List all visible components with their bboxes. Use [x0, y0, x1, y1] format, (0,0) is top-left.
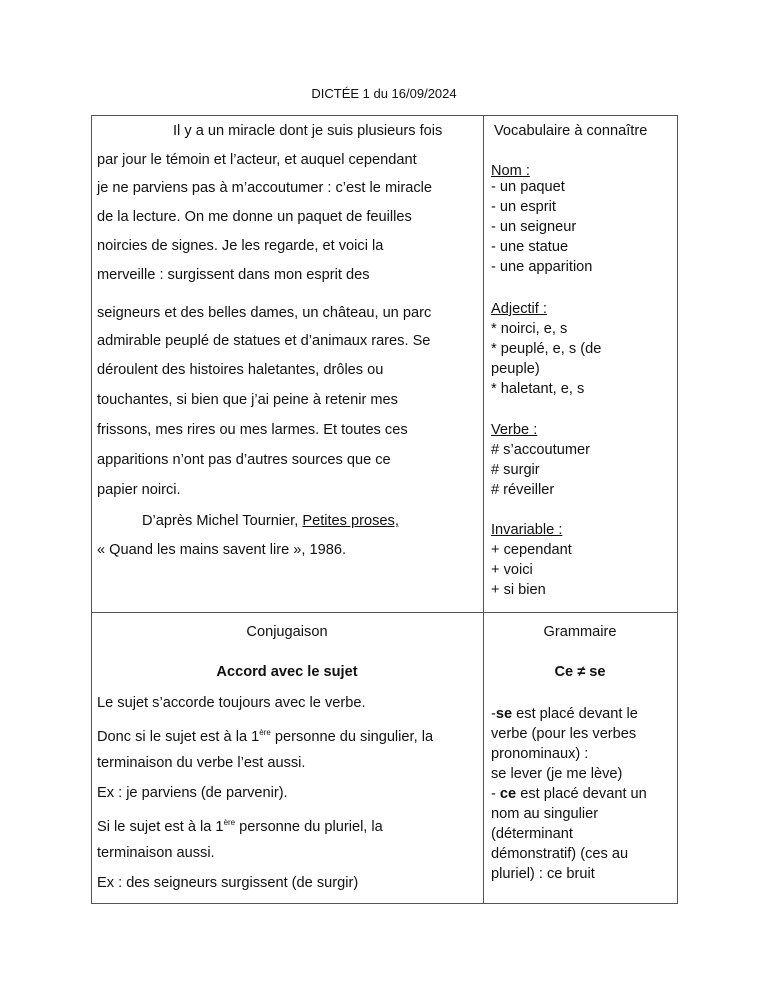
vocab-item: - un paquet [491, 179, 565, 195]
keyword-ce: ce [499, 786, 517, 802]
grammaire-line: se lever (je me lève) [491, 766, 623, 782]
dictation-line: de la lecture. On me donne un paquet de feuilles [97, 209, 412, 225]
grammaire-line [491, 705, 638, 723]
vocab-item: - un seigneur [491, 219, 577, 235]
vocab-nom-label: Nom : [491, 163, 530, 179]
conjugaison-line: terminaison aussi. [97, 845, 215, 861]
grammaire-line: (déterminant [491, 826, 573, 842]
conjugaison-line: Le sujet s’accorde toujours avec le verbe. [97, 695, 366, 711]
text: Donc si le sujet est à la 1 [97, 729, 260, 745]
vocab-item: * peuplé, e, s (de [491, 341, 602, 357]
vocab-item: # surgir [491, 462, 540, 478]
table-row-divider [91, 612, 678, 613]
vocab-item: - une apparition [491, 259, 593, 275]
grammaire-line: démonstratif) (ces au [491, 846, 629, 862]
vocab-item: - un esprit [491, 199, 556, 215]
dictation-line: seigneurs et des belles dames, un château, un parc [97, 305, 432, 321]
dictation-line: déroulent des histoires haletantes, drôles ou [97, 362, 384, 378]
dictation-line: touchantes, si bien que j’ai peine à retenir mes [97, 392, 398, 408]
grammaire-line: verbe (pour les verbes [491, 726, 637, 742]
conjugaison-line: Ex : je parviens (de parvenir). [97, 785, 288, 801]
table-border-left [91, 115, 92, 904]
dictation-line: merveille : surgissent dans mon esprit des [97, 267, 370, 283]
vocab-item: + cependant [491, 542, 572, 558]
dictation-line: noircies de signes. Je les regarde, et voici la [97, 238, 384, 254]
vocab-item: * noirci, e, s [491, 321, 568, 337]
conjugaison-subtitle: Accord avec le sujet [216, 664, 358, 680]
page-title: DICTÉE 1 du 16/09/2024 [311, 86, 457, 101]
table-border-top [91, 115, 678, 116]
vocab-item: peuple) [491, 361, 540, 377]
text: Si le sujet est à la 1 [97, 819, 224, 835]
text: est placé devant un [516, 786, 647, 802]
vocab-item: # s’accoutumer [491, 442, 590, 458]
vocabulary-heading: Vocabulaire à connaître [494, 123, 648, 139]
dictation-line: apparitions n’ont pas d’autres sources que ce [97, 452, 391, 468]
conjugaison-line: terminaison du verbe l’est aussi. [97, 755, 306, 771]
dictation-line: par jour le témoin et l’acteur, et auquel cependant [97, 152, 417, 168]
vocab-invariable-label: Invariable : [491, 522, 563, 538]
dictation-line: frissons, mes rires ou mes larmes. Et toutes ces [97, 422, 408, 438]
table-border-right [677, 115, 678, 904]
table-border-bottom [91, 903, 678, 904]
dictation-line: Il y a un miracle dont je suis plusieurs fois [173, 123, 443, 139]
source-book: Petites proses, [302, 513, 399, 529]
keyword-se: se [495, 706, 513, 722]
conjugaison-line: Ex : des seigneurs surgissent (de surgir) [97, 875, 359, 891]
vocab-item: * haletant, e, s [491, 381, 585, 397]
superscript: ère [223, 818, 236, 827]
vocab-item: - une statue [491, 239, 569, 255]
dictation-line: papier noirci. [97, 482, 181, 498]
grammaire-heading: Grammaire [543, 624, 617, 640]
dictation-source [142, 512, 399, 530]
grammaire-subtitle: Ce ≠ se [554, 664, 606, 680]
vocab-adjectif-label: Adjectif : [491, 301, 547, 317]
text: - [491, 706, 496, 722]
grammaire-line: nom au singulier [491, 806, 599, 822]
grammaire-line: pronominaux) : [491, 746, 589, 762]
vocab-item: # réveiller [491, 482, 555, 498]
vocab-item: + voici [491, 562, 533, 578]
text: personne du singulier, la [270, 729, 434, 745]
grammaire-line [491, 785, 647, 803]
conjugaison-line [97, 814, 383, 836]
source-author: D’après Michel Tournier, [142, 513, 303, 529]
text: - [491, 786, 500, 802]
dictation-source-line2: « Quand les mains savent lire », 1986. [97, 542, 347, 558]
text: est placé devant le [512, 706, 638, 722]
conjugaison-heading: Conjugaison [246, 624, 328, 640]
dictation-line: je ne parviens pas à m’accoutumer : c’est le miracle [97, 180, 432, 196]
vocab-item: + si bien [491, 582, 546, 598]
table-column-divider [483, 115, 484, 904]
superscript: ère [259, 728, 271, 737]
grammaire-line: pluriel) : ce bruit [491, 866, 595, 882]
vocab-verbe-label: Verbe : [491, 422, 538, 438]
conjugaison-line [97, 724, 433, 746]
text: personne du pluriel, la [235, 819, 383, 835]
dictation-line: admirable peuplé de statues et d’animaux rares. Se [97, 333, 431, 349]
